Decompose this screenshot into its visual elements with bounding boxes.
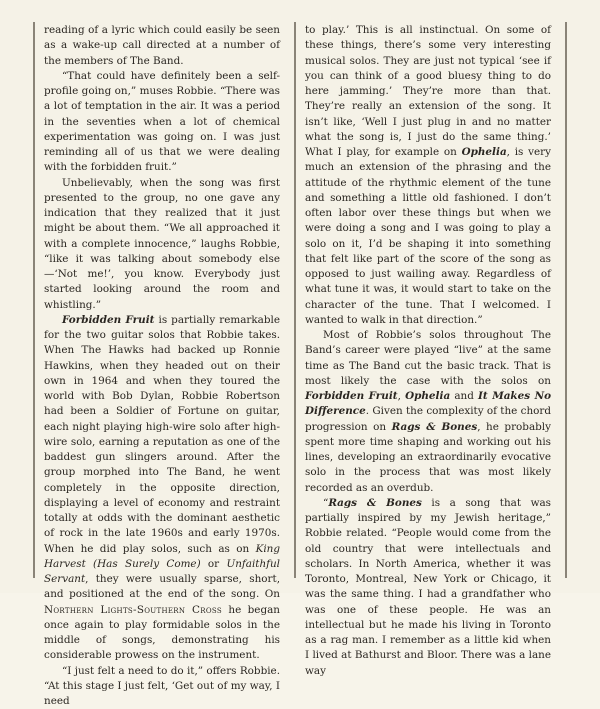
text-run: , [398,390,405,402]
styled-text-run: King Harvest (Has Surely Come) [44,543,280,570]
text-run: Unbelievably, when the song was first presented to the group, no one gave any indication that they realized that it just might be about them. “We all approached it with a complete innocence,” laughs Robbie, “like it was talking about somebody else—‘Not me!’, you know. Everybody just started looking around the room and whistling.” [44,177,280,311]
text-run: , he probably spent more time shaping and working out his lines, developing an extraordinarily evocative solo in the process that was most likely recorded as an overdub. [305,421,551,494]
right-text-column [305,23,551,679]
text-run: “That could have definitely been a self-profile going on,” muses Robbie. “There was a lot of temptation in the air. It was a period in the seventies when a lot of chemical experimentation was going on. I was just reminding all of us that we were dealing with the forbidden fruit.” [44,70,280,174]
styled-text-run: Rags & Bones [392,421,478,433]
text-run: or [201,558,227,570]
paragraph [44,176,280,313]
right-border-rule [565,22,567,578]
text-run: and [450,390,478,402]
text-run: Most of Robbie’s solos throughout The Band’s career were played “live” at the same time as The Band cut the basic track. That is most likely the case with the solos on [305,329,551,387]
text-run: is a song that was partially inspired by my Jewish heritage,” Robbie related. “People would come from the old country that were intellectuals and scholars. In North America, whether it was Toronto, Montreal, New York or Chicago, it was the same thing. I had a grandfather who was one of these people. He was an intellectual but he made his living in Toronto as a rag man. I remember as a little kid when I lived at Bathurst and Bloor. There was a lane way [305,497,551,677]
text-run: “ [323,497,328,509]
styled-text-run: Unfaithful Servant [44,558,280,585]
styled-text-run: Ophelia [405,390,450,402]
styled-text-run: Ophelia [462,146,507,158]
text-run: is partially remarkable for the two guitar solos that Robbie takes. When The Hawks had backed up Ronnie Hawkins, when they headed out on their own in 1964 and when they toured the world with Bob Dylan, Robbie Robertson had been a Soldier of Fortune on guitar, each night playing high-wire solo after high-wire solo, earning a reputation as one of the baddest gun slingers around. After the group morphed into The Band, he went completely in the opposite direction, displaying a level of economy and restraint totally at odds with the dominant aesthetic of rock in the late 1960s and early 1970s. When he did play solos, such as on [44,314,280,555]
text-run: reading of a lyric which could easily be seen as a wake-up call directed at a number of the members of The Band. [44,24,280,67]
styled-text-run: It Makes No Difference [305,390,551,417]
paragraph [305,328,551,496]
styled-text-run: Forbidden Fruit [62,314,154,326]
text-run: , is very much an extension of the phrasing and the attitude of the rhythmic element of the tune and something a little old fashioned. I don’t often labor over these things but when we were doing a song and I was going to play a solo on it, I’d be shaping it into something that felt like part of the score of the song as opposed to just wailing away. Regardless of what tune it was, it would start to take on the character of the tune. That I welcomed. I wanted to walk in that direction.” [305,146,551,326]
styled-text-run: Northern Lights-Southern Cross [44,604,222,616]
paragraph [44,23,280,69]
paragraph [305,496,551,679]
paragraph [44,69,280,176]
text-run: he began once again to play formidable solos in the middle of songs, demonstrating his considerable prowess on the instrument. [44,604,280,662]
column-divider-rule [294,22,296,578]
paragraph [44,313,280,664]
styled-text-run: Rags & Bones [328,497,422,509]
paragraph [305,23,551,328]
paragraph [44,664,280,709]
left-text-column [44,23,280,709]
styled-text-run: Forbidden Fruit [305,390,398,402]
text-run: . Given the complexity of the chord progression on [305,405,551,432]
text-run: “I just felt a need to do it,” offers Robbie. “At this stage I just felt, ‘Get out of my way, I need [44,665,280,708]
text-run: , they were usually sparse, short, and positioned at the end of the song. On [44,573,280,600]
text-run: to play.’ This is all instinctual. On some of these things, there’s some very interesting musical solos. They are just not typical ‘see if you can think of a good bluesy thing to do here jamming.’ They’re more than that. They’re really an extension of the song. It isn’t like, ‘Well I just plug in and no matter what the song is, I just do the same thing.’ What I play, for example on [305,24,551,158]
left-border-rule [33,22,35,578]
